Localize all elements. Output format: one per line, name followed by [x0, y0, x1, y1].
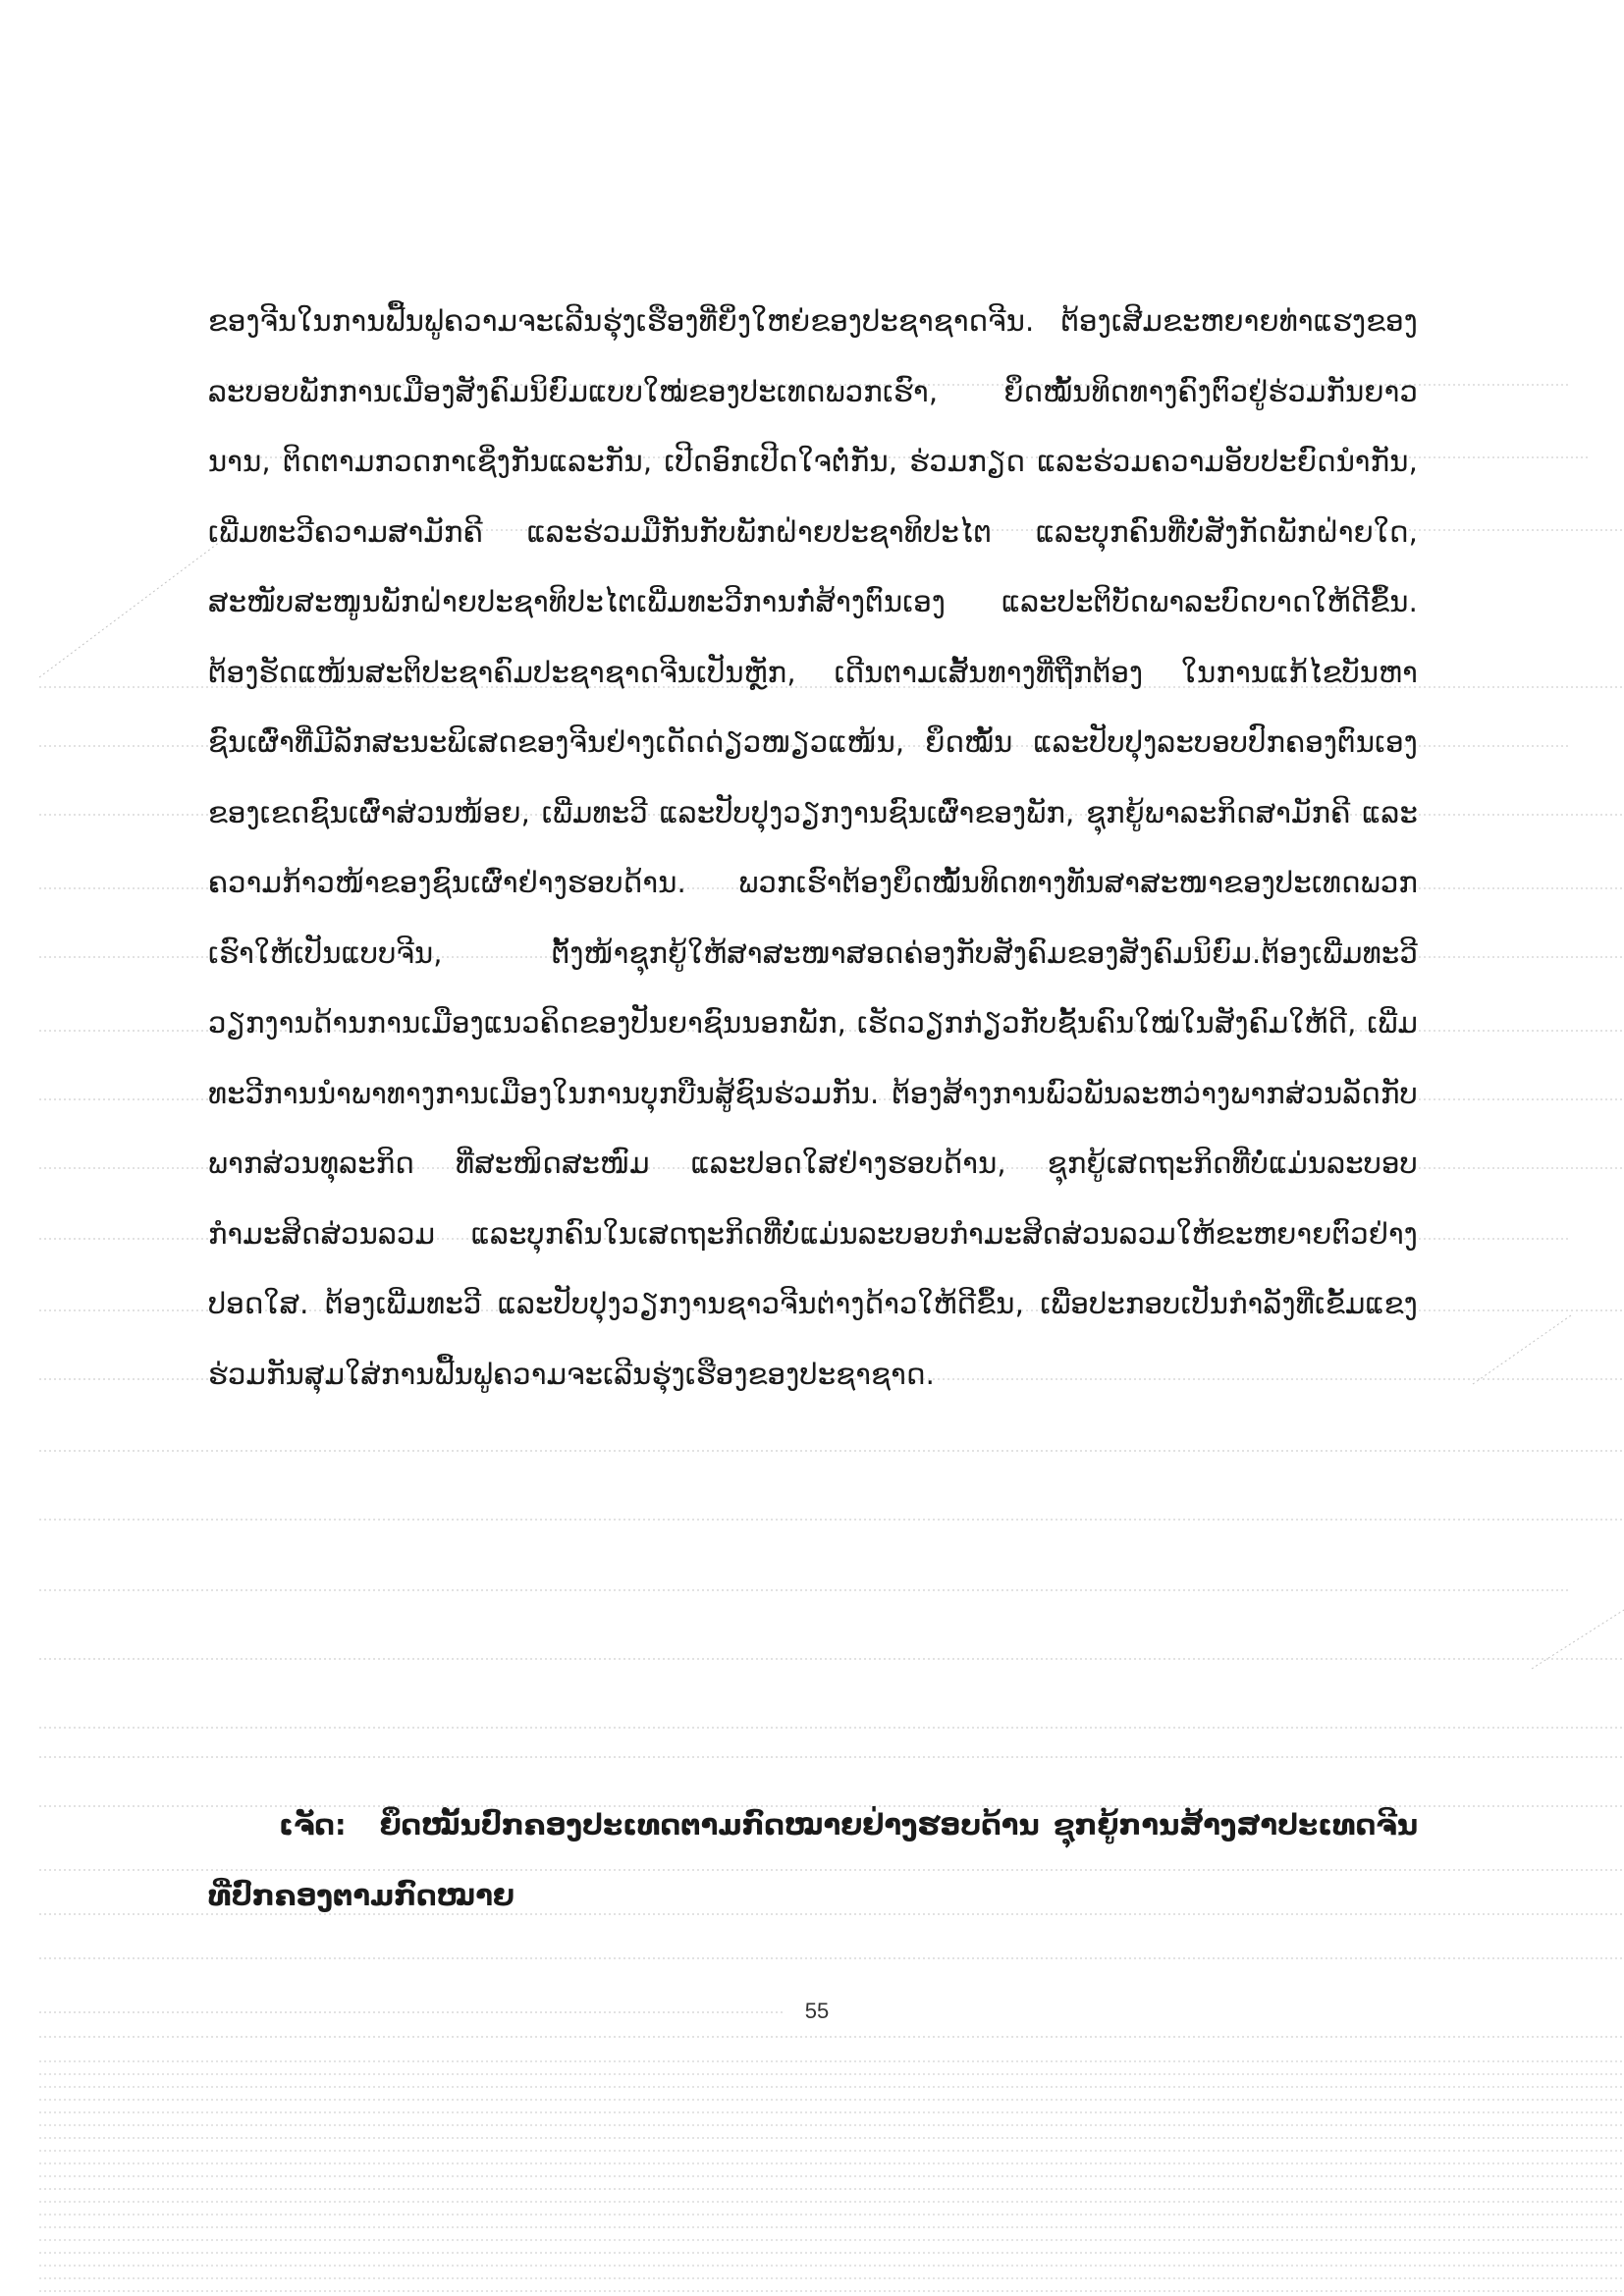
heading-text: ຍຶດໝັ້ນປົກຄອງປະເທດຕາມກົດໝາຍຢ່າງຮອບດ້ານ ຊຸກຍູ້ການສ້າງສາປະເທດຈີນທີ່ປົກຄອງຕາມກົດໝາຍ — [208, 1808, 1418, 1912]
section-heading — [208, 1789, 1418, 1931]
body-paragraph: ຂອງຈີນໃນການຟື້ນຟູຄວາມຈະເລີນຮຸ່ງເຮືອງທີ່ຍິ່ງໃຫຍ່ຂອງປະຊາຊາດຈີນ. ຕ້ອງເສີມຂະຫຍາຍທ່າແຮງຂອງລະບອບພັກການເມືອງສັງຄົມນິຍົມແບບໃໝ່ຂອງປະເທດພວກເຮົາ, ຍຶດໝັ້ນທິດທາງຄົງຕົວຢູ່ຮ່ວມກັນຍາວນານ, ຕິດຕາມກວດກາເຊິ່ງກັນແລະກັນ, ເປີດອົກເປີດໃຈຕໍ່ກັນ, ຮ່ວມກຽດ ແລະຮ່ວມຄວາມອັບປະຍົດນຳກັນ, ເພີ່ມທະວີຄວາມສາມັກຄີ ແລະຮ່ວມມືກັນກັບພັກຝ່າຍປະຊາທິປະໄຕ ແລະບຸກຄົນທີ່ບໍ່ສັງກັດພັກຝ່າຍໃດ, ສະໜັບສະໜູນພັກຝ່າຍປະຊາທິປະໄຕເພີ່ມທະວີການກໍ່ສ້າງຕົນເອງ ແລະປະຕິບັດພາລະບົດບາດໃຫ້ດີຂຶ້ນ. ຕ້ອງຮັດແໜ້ນສະຕິປະຊາຄົມປະຊາຊາດຈີນເປັນຫຼັກ, ເດີນຕາມເສັ້ນທາງທີ່ຖືກຕ້ອງ ໃນການແກ້ໄຂບັນຫາຊົນເຜົ່າທີ່ມີລັກສະນະພິເສດຂອງຈີນຢ່າງເດັດດ່ຽວໜຽວແໜ້ນ, ຍຶດໝັ້ນ ແລະປັບປຸງລະບອບປົກຄອງຕົນເອງຂອງເຂດຊົນເຜົ່າສ່ວນໜ້ອຍ, ເພີ່ມທະວີ ແລະປັບປຸງວຽກງານຊົນເຜົ່າຂອງພັກ, ຊຸກຍູ້ພາລະກິດສາມັກຄີ ແລະຄວາມກ້າວໜ້າຂອງຊົນເຜົ່າຢ່າງຮອບດ້ານ. ພວກເຮົາຕ້ອງຍຶດໝັ້ນທິດທາງທັນສາສະໜາຂອງປະເທດພວກເຮົາໃຫ້ເປັນແບບຈີນ, ຕັ້ງໜ້າຊຸກຍູ້ໃຫ້ສາສະໜາສອດຄ່ອງກັບສັງຄົມຂອງສັງຄົມນິຍົມ.ຕ້ອງເພີ່ມທະວີວຽກງານດ້ານການເມືອງແນວຄິດຂອງປັນຍາຊົນນອກພັກ, ເຮັດວຽກກ່ຽວກັບຊັ້ນຄົນໃໝ່ໃນສັງຄົມໃຫ້ດີ, ເພີ່ມທະວີການນຳພາທາງການເມືອງໃນການບຸກບືນສູ້ຊົນຮ່ວມກັນ. ຕ້ອງສ້າງການພົວພັນລະຫວ່າງພາກສ່ວນລັດກັບພາກສ່ວນທຸລະກິດ ທີ່ສະໜິດສະໜົມ ແລະປອດໃສຢ່າງຮອບດ້ານ, ຊຸກຍູ້ເສດຖະກິດທີ່ບໍ່ແມ່ນລະບອບກຳມະສິດສ່ວນລວມ ແລະບຸກຄົນໃນເສດຖະກິດທີ່ບໍ່ແມ່ນລະບອບກຳມະສິດສ່ວນລວມໃຫ້ຂະຫຍາຍຕົວຢ່າງປອດໃສ. ຕ້ອງເພີ່ມທະວີ ແລະປັບປຸງວຽກງານຊາວຈີນຕ່າງດ້າວໃຫ້ດີຂຶ້ນ, ເພື່ອປະກອບເປັນກຳລັງທີ່ເຂັ້ມແຂງຮ່ວມກັນສຸມໃສ່ການຟື້ນຟູຄວາມຈະເລີນຮຸ່ງເຮືອງຂອງປະຊາຊາດ. — [208, 304, 1418, 1391]
heading-label: ເຈັດ: — [279, 1808, 347, 1842]
page-number: 55 — [804, 1999, 830, 2023]
